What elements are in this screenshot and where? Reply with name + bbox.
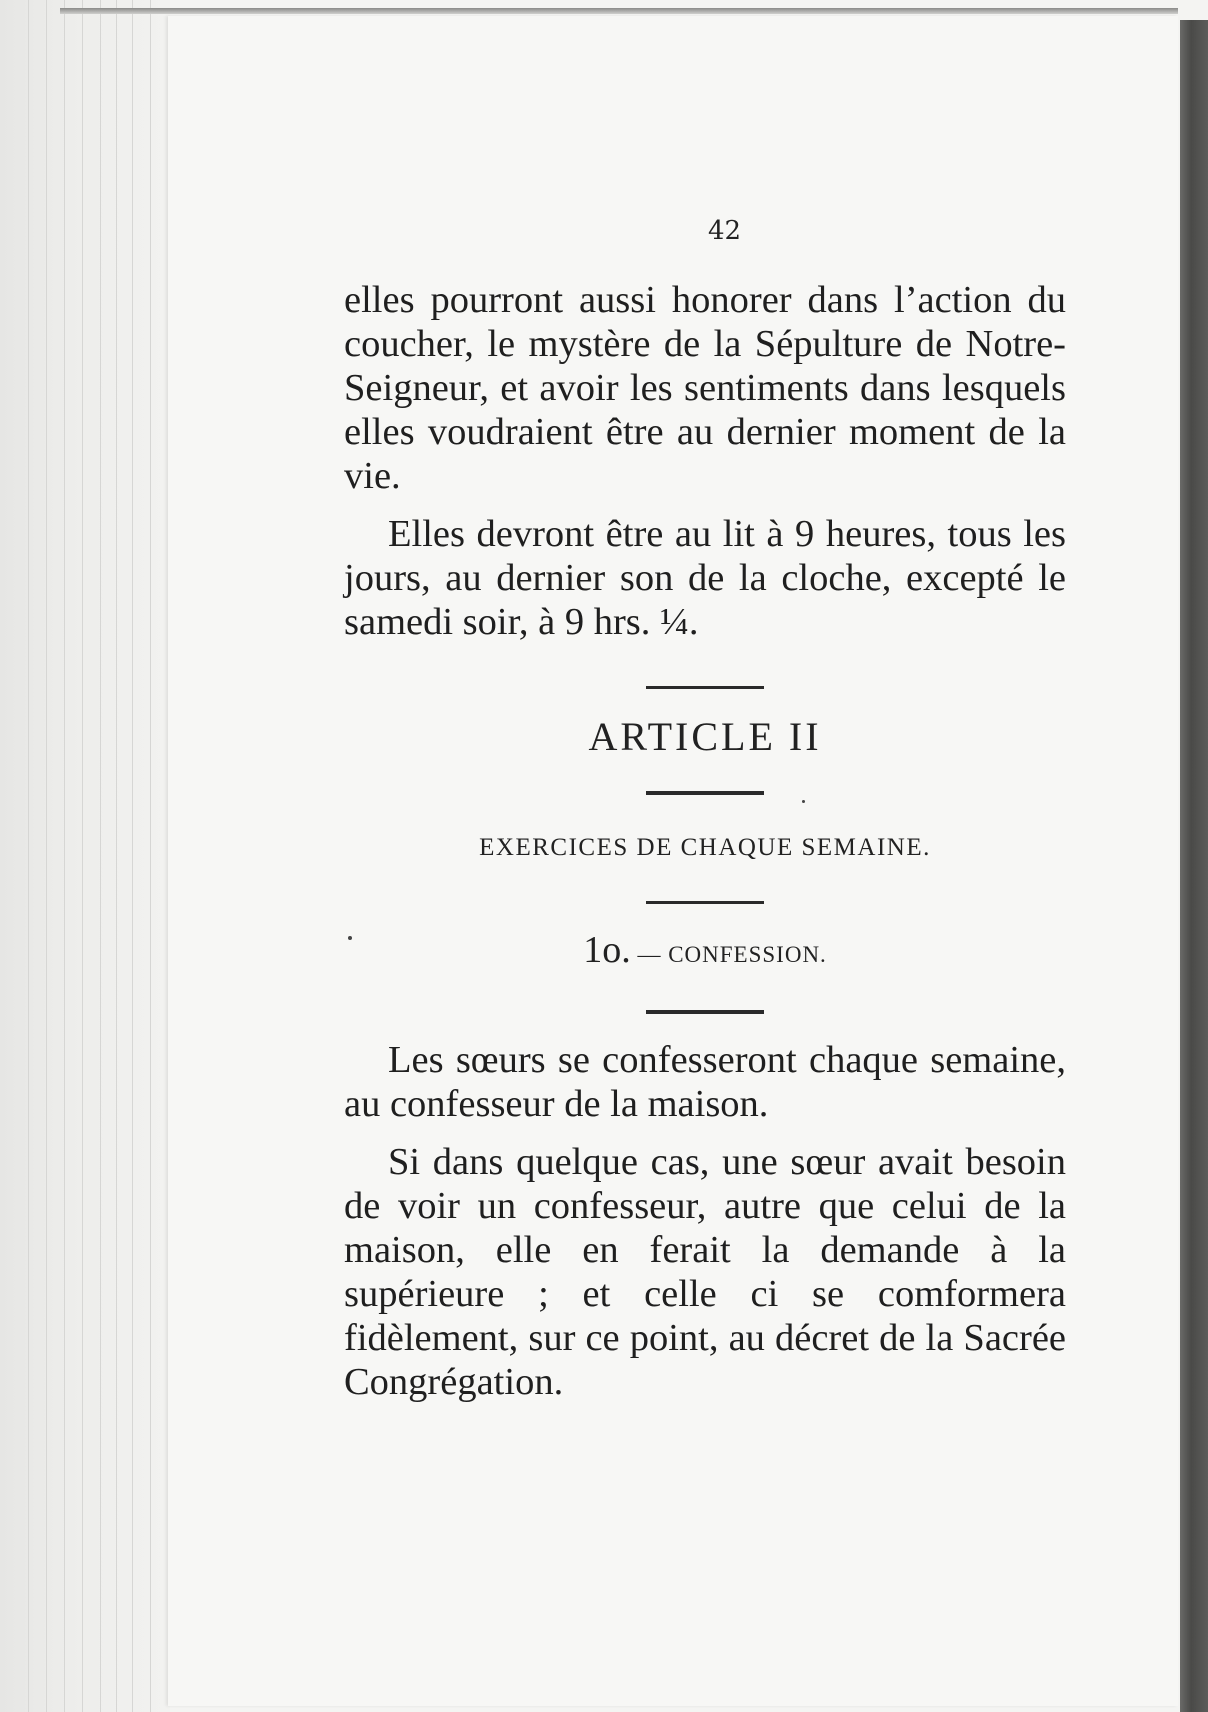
ink-speck xyxy=(348,936,352,940)
right-border xyxy=(1180,20,1208,1712)
page-stack-edges xyxy=(0,0,170,1712)
page-edge xyxy=(100,0,101,1712)
paragraph: elles pourront aussi honorer dans l’action du coucher, le mystère de la Sépulture de Notre-Seigneur, et avoir les sentiments dans lesquels elles voudraient être au dernier moment de la vie. xyxy=(344,279,1066,497)
ink-speck xyxy=(802,800,805,803)
paragraph: Si dans quelque cas, une sœur avait besoin de voir un confesseur, autre que celui de la maison, elle en ferait la demande à la supérieure ; et celle ci se comformera fidèlement, sur ce point, au décret de la Sacrée Congrégation. xyxy=(344,1141,1066,1403)
section-heading: EXERCICES DE CHAQUE SEMAINE. xyxy=(479,834,931,861)
subsection-label: CONFESSION. xyxy=(668,942,827,967)
page-edge xyxy=(46,0,47,1712)
page-edge xyxy=(116,0,117,1712)
paragraph: Les sœurs se confesseront chaque semaine, au confesseur de la maison. xyxy=(344,1039,1066,1125)
page-body xyxy=(344,278,1066,1404)
subsection-number: 1o. xyxy=(583,929,631,971)
page-number: 42 xyxy=(708,216,742,246)
page-edge xyxy=(28,0,29,1712)
paragraph: Elles devront être au lit à 9 heures, tous les jours, au dernier son de la cloche, excepté le samedi soir, à 9 hrs. ¼. xyxy=(344,513,1066,643)
book-page xyxy=(168,16,1178,1706)
page-edge xyxy=(132,0,133,1712)
subsection-dash: — xyxy=(630,942,669,967)
subsection-heading xyxy=(344,930,1066,978)
page-edge xyxy=(150,0,151,1712)
page-edge xyxy=(64,0,65,1712)
article-title: ARTICLE II xyxy=(588,714,822,759)
top-border xyxy=(60,8,1178,14)
page-edge xyxy=(82,0,83,1712)
